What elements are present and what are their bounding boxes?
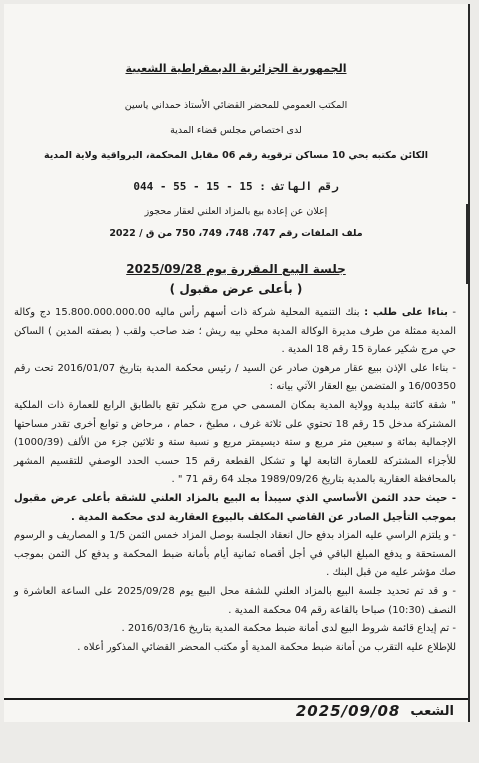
court-jurisdiction: لدى اختصاص مجلس قضاء المدية [170,125,302,136]
paragraph-session: - و قد تم تحديد جلسة البيع بالمزاد العلني للشقة محل البيع يوم 2025/09/28 على الساعة العاشرة و النصف (10:30) صباحا بالقاعة رقم 04 محكمة المدية . [14,585,457,616]
paragraph-contact [14,639,456,658]
sale-session-subtitle: ( بأعلى عرض مقبول ) [169,282,303,296]
base-price-text: حيث حدد الثمن الأساسي الذي سيبدأ به البيع بالمزاد العلني للشقة بأعلى عرض مقبول بموجب التأجيل الصادر عن القاضي المكلف بالبيوع العقارية لدى محكمة المدية . [14,492,456,523]
paragraph-request: - بناءا على طلب : بنك التنمية المحلية شركة ذات أسهم رأس ماليه 15.800.000.000.00 دج وكالة المدية ممثلة من طرف مديرة الوكالة المدية محلي بيه ريش ؛ ضد صاحب ولقب ( بصفته المدين ) الساكن حي مرج شكير عمارة 15 رقم 18 المدية . [14,307,456,356]
office-phone: رقم الهاتف : 15 - 15 - 55 - 044 [133,180,339,193]
property-description: " شقة كائنة ببلدية وولاية المدية بمكان المسمى حي مرج شكير تقع بالطابق الرابع للعمارة ذات الملكية المشتركة مدخل 15 رقم 18 تحتوي على ثلاثة غرف ، مطبخ ، حمام ، مرحاض و توابع أخرى تقدر مساحتها الإجمالية بمائة و سبعين متر مربع و ستة ديسيمتر مربع و نسبة ستة و ثلاثين جزء من الألف (1000/39) للأجزاء المشتركة للعمارة التابعة لها و تشكل القطعة رقم 15 حسب الحدد الوصفي للتقسيم المشهر بالمحافظة العقارية بالمدية بتاريخ 1989/09/26 مجلد 64 رقم 71 " . [14,399,456,486]
payment-terms: و يلتزم الراسي عليه المزاد بدفع حال انعقاد الجلسة بوصل المزاد خمس الثمن 1/5 و المصاريف و الرسوم المستحقة و يدفع المبلغ الباقي في أجل أقصاه ثمانية أيام بأمانة ضبط المحكمة و يدفع كل الثمن بموجب صك مؤشر عليه من قبل البنك . [14,530,456,579]
request-lead: بناءا على طلب : [364,307,448,318]
authorization-text: بناءا على الإذن ببيع عقار مرهون صادر عن السيد / رئيس محكمة المدية بتاريخ 2016/01/07 تحت رقم 16/00350 و المتضمن بيع العقار الآتي بيانه : [14,362,456,393]
publication-date: 2025/09/08 [295,702,401,720]
newspaper-name: الشعب [410,703,454,719]
notice-heading: إعلان عن إعادة بيع بالمزاد العلني لعقار محجوز [144,206,328,217]
republic-heading: الجمهورية الجزائرية الديمقراطية الشعبية [125,62,347,75]
file-numbers: ملف الملفات رقم 747، 748، 749، 750 من ق / 2022 [109,228,363,239]
office-address: الكائن مكتبه بحي 10 مساكن ترقوية رقم 06 مقابل المحكمة، البرواقية ولاية المدية [43,150,429,161]
sale-session-title: جلسة البيع المقررة يوم 2025/09/28 [126,262,346,276]
legal-notice [4,4,470,722]
paragraph-deposit: - تم إيداع قائمة شروط البيع لدى أمانة ضبط محكمة المدية بتاريخ 2016/03/16 . [121,623,456,635]
contact-text: للإطلاع عليه التقرب من أمانة ضبط محكمة المدية أو مكتب المحضر القضائي المذكور أعلاه . [77,641,456,653]
paragraph-payment: - و يلتزم الراسي عليه المزاد بدفع حال انعقاد الجلسة بوصل المزاد خمس الثمن 1/5 و المصاريف و الرسوم المستحقة و يدفع المبلغ الباقي في أجل أقصاه ثمانية أيام بأمانة ضبط المحكمة و يدفع كل الثمن بموجب صك مؤشر عليه من قبل البنك . [14,530,456,579]
bailiff-office: المكتب العمومي للمحضر القضائي الأستاذ حمداني ياسين [124,100,348,111]
request-text: بنك التنمية المحلية شركة ذات أسهم رأس ماليه 15.800.000.000.00 دج وكالة المدية ممثلة من طرف مديرة الوكالة المدية محلي بيه ريش ؛ ضد صاحب ولقب ( بصفته المدين ) الساكن حي مرج شكير عمارة 15 رقم 18 المدية . [14,307,456,356]
newspaper-footer [4,698,468,722]
paragraph-property [14,397,456,490]
session-text: و قد تم تحديد جلسة البيع بالمزاد العلني للشقة محل البيع يوم 2025/09/28 على الساعة العاشرة و النصف (10:30) صباحا بالقاعة رقم 04 محكمة المدية . [14,585,456,616]
paragraph-base-price: - حيث حدد الثمن الأساسي الذي سيبدأ به البيع بالمزاد العلني للشقة بأعلى عرض مقبول بموجب التأجيل الصادر عن القاضي المكلف بالبيوع العقارية لدى محكمة المدية . [14,492,456,523]
paragraph-authorization: - بناءا على الإذن ببيع عقار مرهون صادر عن السيد / رئيس محكمة المدية بتاريخ 2016/01/07 تحت رقم 16/00350 و المتضمن بيع العقار الآتي بيانه : [14,362,456,393]
deposit-text: تم إيداع قائمة شروط البيع لدى أمانة ضبط محكمة المدية بتاريخ 2016/03/16 . [121,623,450,635]
notice-body [14,304,456,657]
